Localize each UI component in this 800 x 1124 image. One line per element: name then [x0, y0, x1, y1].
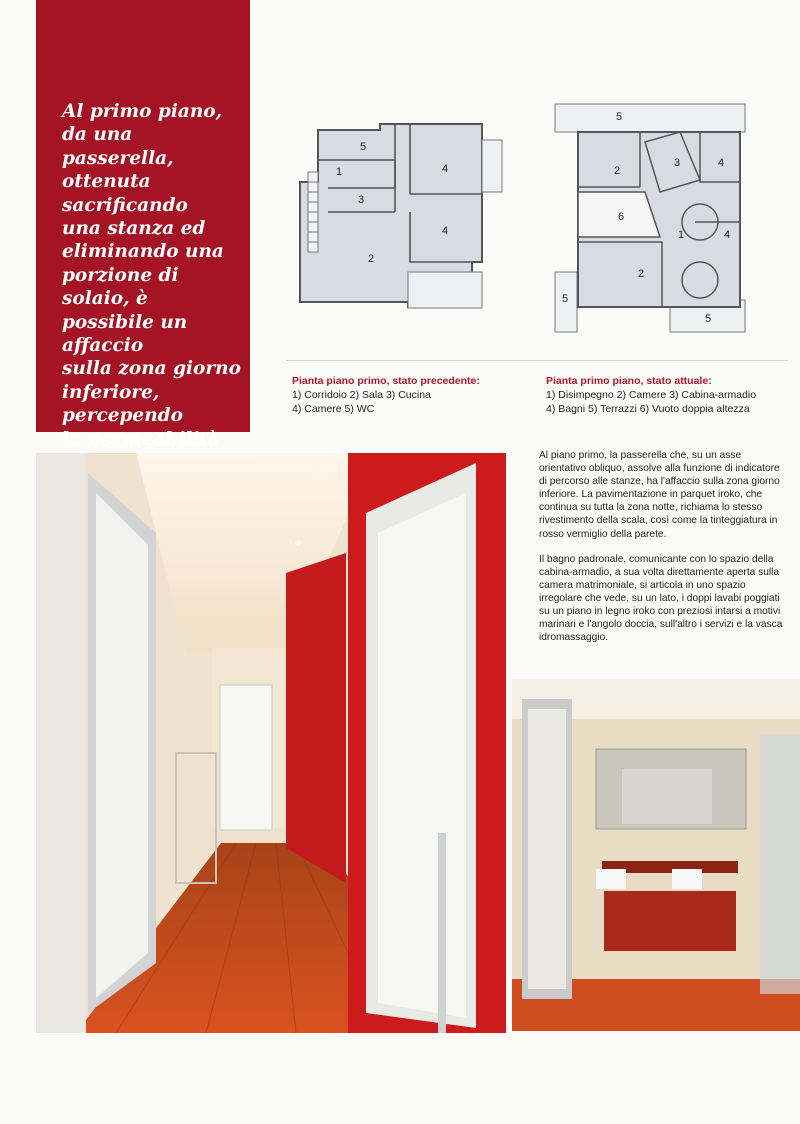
plan-after-label-vuoto: 6: [618, 211, 625, 223]
plan-before-label-sala: 2: [368, 253, 375, 265]
plan-after-label-cabina: 3: [674, 157, 681, 169]
plan-before-label-cucina: 3: [358, 194, 365, 206]
plan-after-label-camera-top: 2: [614, 165, 621, 177]
caption-before-line: 4) Camere 5) WC: [292, 403, 375, 415]
caption-after: [546, 374, 796, 416]
pull-quote: Al primo piano, da una passerella, ottenuta sacrificando una stanza ed eliminando una porzione di solaio, è possibile un affaccio sulla zona giorno inferiore, percependo la permeabilità: [62, 101, 241, 450]
plan-after-label-disimpegno: 1: [678, 229, 685, 241]
caption-after-line: 1) Disimpegno 2) Camere 3) Cabina-armadio: [546, 389, 757, 401]
plan-before-label-wc: 5: [360, 141, 367, 153]
plan-after-label-terrazzo-top: 5: [616, 111, 623, 123]
corridor-photo: [36, 453, 506, 1033]
plan-before-label-corridoio: 1: [336, 166, 343, 178]
plan-before-label-camera-top: 4: [442, 163, 449, 175]
floor-plan-after: [550, 92, 760, 342]
plan-after-label-camera-bottom: 2: [638, 268, 645, 280]
plan-before-label-camera-bottom: 4: [442, 225, 449, 237]
body-paragraph: Al piano primo, la passerella che, su un asse orientativo obliquo, assolve alla funzione di indicatore di percorso alle stanze, ha l'affaccio sulla zona giorno inferiore. La pavimentazione in parquet iroko, che continua su tutta la zona notte, richiama lo stesso rivestimento della scala, così come la tinteggiatura in rosso vermiglio della parete.: [539, 450, 780, 540]
body-paragraph: Il bagno padronale, comunicante con lo spazio della cabina-armadio, a sua volta direttamente aperta sulla camera matrimoniale, si articola in uno spazio irregolare che vede, su un lato, i doppi lavabi poggiati su un piano in legno iroko con preziosi intarsi a motivi marinari e l'angolo doccia, sull'altro i servizi e la vasca idromassaggio.: [539, 553, 783, 644]
plan-after-label-bagno-right: 4: [724, 229, 731, 241]
plan-after-label-terrazzo-left: 5: [562, 293, 569, 305]
plan-after-label-terrazzo-bottom: 5: [705, 313, 712, 325]
caption-after-line: 4) Bagni 5) Terrazzi 6) Vuoto doppia altezza: [546, 403, 750, 415]
quote-block: [36, 0, 250, 450]
caption-after-title: Pianta primo piano, stato attuale:: [546, 375, 712, 387]
article-body: [539, 449, 789, 656]
plan-after-label-bagno-top: 4: [718, 157, 725, 169]
caption-before: [292, 374, 522, 416]
caption-divider: [286, 360, 788, 361]
bathroom-photo: [512, 679, 800, 1031]
floor-plan-before: [290, 112, 510, 312]
caption-before-line: 1) Corridoio 2) Sala 3) Cucina: [292, 389, 431, 401]
caption-before-title: Pianta piano primo, stato precedente:: [292, 375, 480, 387]
